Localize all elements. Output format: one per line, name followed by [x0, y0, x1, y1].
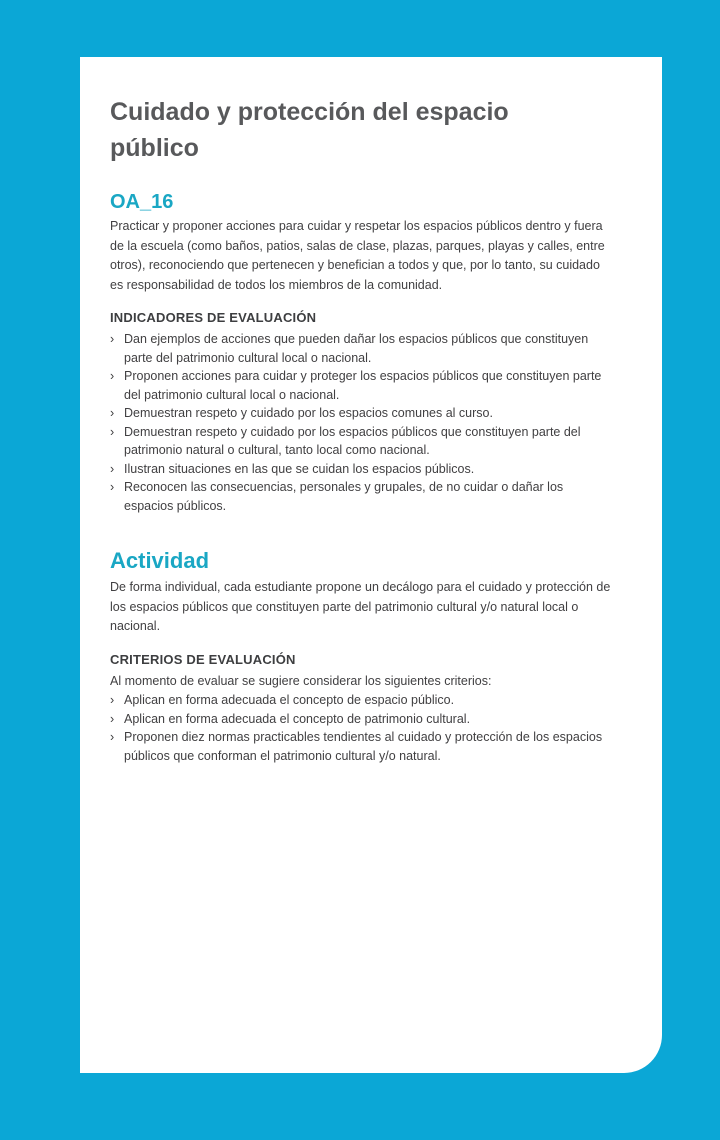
indicator-text: Dan ejemplos de acciones que pueden dañar los espacios públicos que constituyen parte del patrimonio cultural local o nacional. — [124, 332, 589, 365]
criterio-item — [110, 710, 615, 729]
bullet-icon: › — [110, 461, 115, 476]
page-title: Cuidado y protección del espacio público — [110, 98, 509, 162]
bullet-icon: › — [110, 424, 115, 439]
content-card — [80, 57, 662, 1073]
oa-code-heading: OA_16 — [110, 191, 174, 213]
indicator-text: Ilustran situaciones en las que se cuidan los espacios públicos. — [124, 461, 475, 476]
indicator-item — [110, 404, 615, 423]
indicator-item — [110, 423, 615, 460]
indicator-item — [110, 367, 615, 404]
indicator-text: Reconocen las consecuencias, personales y grupales, de no cuidar o dañar los espacios públicos. — [124, 480, 564, 513]
bullet-icon: › — [110, 730, 115, 744]
criterios-heading: CRITERIOS DE EVALUACIÓN — [110, 651, 296, 667]
criterio-text: Aplican en forma adecuada el concepto de espacio público. — [124, 693, 455, 707]
indicator-item — [110, 478, 615, 515]
criterio-item — [110, 728, 615, 765]
indicadores-list — [110, 330, 615, 515]
section-actividad — [110, 548, 615, 637]
bullet-icon: › — [110, 332, 115, 346]
indicator-item — [110, 330, 615, 367]
bullet-icon: › — [110, 480, 115, 494]
section-indicadores — [110, 310, 615, 515]
bullet-icon: › — [110, 693, 115, 707]
criterio-text: Aplican en forma adecuada el concepto de patrimonio cultural. — [124, 711, 471, 726]
criterio-item — [110, 691, 615, 710]
actividad-heading: Actividad — [110, 548, 210, 573]
indicadores-heading: INDICADORES DE EVALUACIÓN — [110, 310, 317, 325]
indicator-text: Demuestran respeto y cuidado por los espacios públicos que constituyen parte del patrimonio natural o cultural, tanto local como nacional. — [124, 424, 581, 457]
criterio-text: Proponen diez normas practicables tendientes al cuidado y protección de los espacios públicos que conforman el patrimonio cultural y/o natural. — [124, 730, 603, 763]
indicator-item — [110, 460, 615, 479]
oa-description: Practicar y proponer acciones para cuidar y respetar los espacios públicos dentro y fuera de la escuela (como baños, patios, salas de clase, plazas, parques, playas y calles, entre otros), reconociendo que pertenecen y benefician a todos y que, por lo tanto, su cuidado es responsabilidad de todos los miembros de la comunidad. — [110, 219, 605, 292]
indicator-text: Demuestran respeto y cuidado por los espacios comunes al curso. — [124, 406, 493, 420]
criterios-list — [110, 691, 615, 765]
indicator-text: Proponen acciones para cuidar y proteger los espacios públicos que constituyen parte del patrimonio cultural local o nacional. — [124, 369, 602, 402]
bullet-icon: › — [110, 406, 115, 420]
bullet-icon: › — [110, 369, 115, 383]
section-criterios — [110, 652, 615, 766]
criterios-intro: Al momento de evaluar se sugiere considerar los siguientes criterios: — [110, 673, 492, 688]
actividad-description: De forma individual, cada estudiante propone un decálogo para el cuidado y protección de los espacios públicos que constituyen parte del patrimonio cultural y/o natural local o nacional. — [110, 580, 611, 633]
section-oa — [110, 190, 615, 295]
bullet-icon: › — [110, 711, 115, 726]
